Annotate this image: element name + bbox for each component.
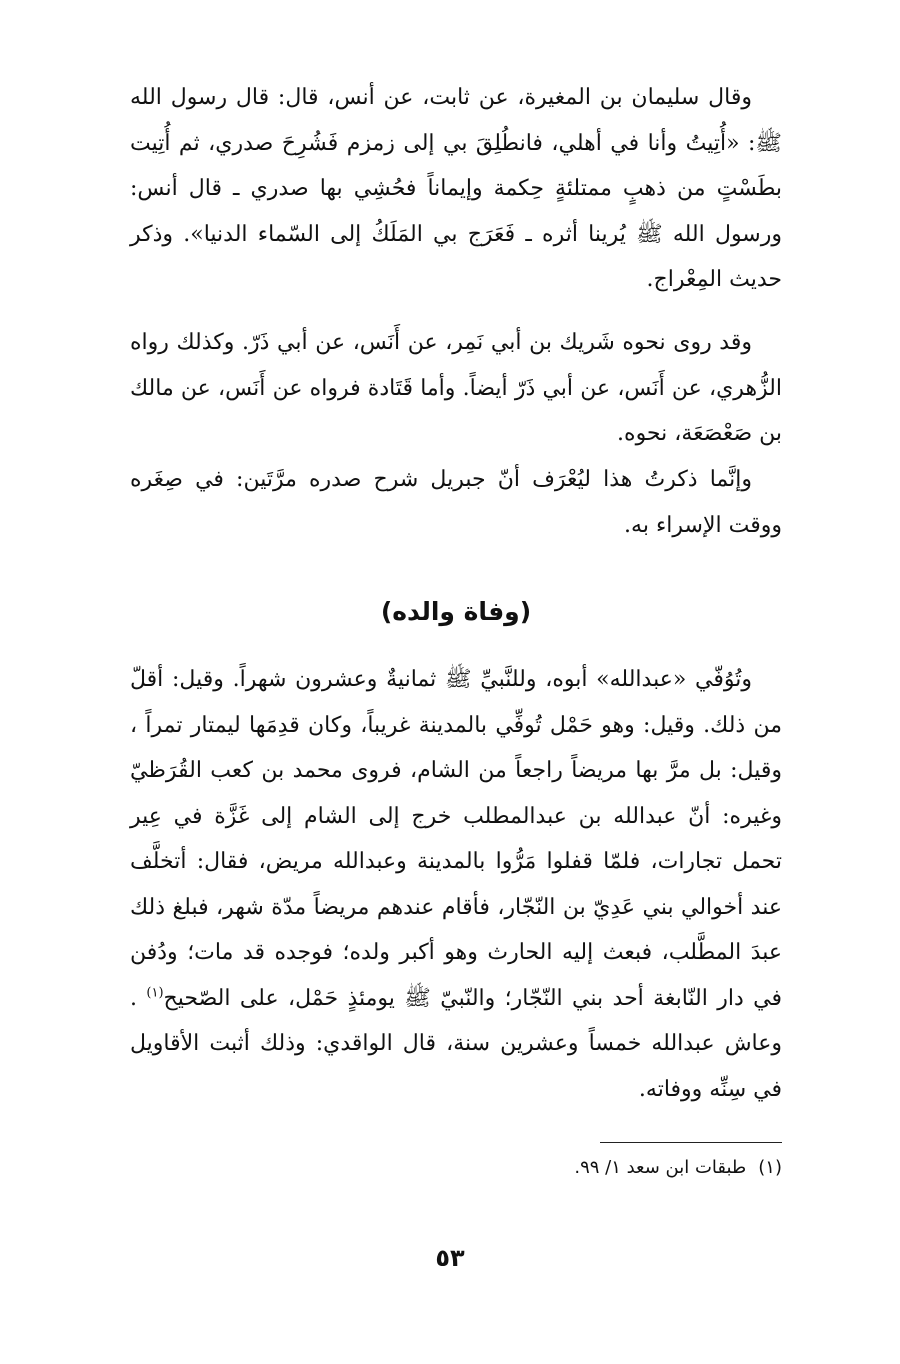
footnote-reference: (١) xyxy=(146,985,164,1001)
paragraph-text-part-2: . وعاش عبدالله خمساً وعشرين سنة، قال الواقدي: وذلك أثبت الأقاويل في سِنِّه ووفاته. xyxy=(130,985,782,1102)
section-heading: (وفاة والده) xyxy=(380,597,532,626)
page-number: ٥٣ xyxy=(435,1244,465,1272)
paragraph-father-death xyxy=(130,657,782,1112)
paragraph-text: وقد روى نحوه شَريك بن أبي نَمِر، عن أَنَس، عن أبي ذَرّ. وكذلك رواه الزُّهري، عن أَنَس، عن أبي ذَرّ أيضاً. وأما قَتَادة فرواه عن أَنَس، عن مالك بن صَعْصَعَة، نحوه. xyxy=(130,330,782,446)
paragraph-text-part-1: وتُوُفّي «عبدالله» أبوه، وللنَّبيِّ ﷺ ثمانيةٌ وعشرون شهراً. وقيل: أقلّ من ذلك. وقيل: وهو حَمْل تُوفِّي بالمدينة غريباً، وكان قدِمَها ليمتار تمراً ، وقيل: بل مرَّ بها مريضاً راجعاً من الشام، فروى محمد بن كعب القُرَظيّ وغيره: أنّ عبدالله بن عبدالمطلب خرج إلى الشام إلى غَزَّة في عِير تحمل تجارات، فلمّا قفلوا مَرُّوا بالمدينة وعبدالله مريض، فقال: أتخلَّف عند أخوالي بني عَدِيّ بن النّجّار، فأقام عندهم مريضاً مدّة شهر، فبلغ ذلك عبدَ المطَّلب، فبعث إليه الحارث وهو أكبر ولده؛ فوجده قد مات؛ ودُفن في دار النّابغة أحد بني النّجّار؛ والنّبيّ ﷺ يومئذٍ حَمْل، على الصّحيح xyxy=(130,667,782,1011)
paragraph-chest-opening xyxy=(130,457,782,548)
footnote-marker: (١) xyxy=(758,1157,782,1178)
paragraph-narrations xyxy=(130,320,782,457)
paragraph-text xyxy=(130,657,782,1112)
paragraph-text: وإنَّما ذكرتُ هذا ليُعْرَف أنّ جبريل شرح صدره مرَّتَين: في صِغَره ووقت الإسراء به. xyxy=(130,467,782,538)
paragraph-isra-hadith xyxy=(130,75,782,303)
paragraph-text: وقال سليمان بن المغيرة، عن ثابت، عن أنس، قال: قال رسول الله ﷺ: «أُتِيتُ وأنا في أهلي، فانطُلِقَ بي إلى زمزم فَشُرِحَ صدري، ثم أُتِيت بطَسْتٍ من ذهبٍ ممتلئةٍ حِكمة وإيماناً فحُشِي بها صدري ـ قال أنس: ورسول الله ﷺ يُرينا أثره ـ فَعَرَج بي المَلَكُ إلى السّماء الدنيا». وذكر حديث المِعْراج. xyxy=(130,85,782,292)
footnote xyxy=(430,1153,782,1183)
footnote-text: طبقات ابن سعد ١/ ٩٩. xyxy=(574,1157,747,1178)
footnote-divider xyxy=(600,1142,782,1143)
